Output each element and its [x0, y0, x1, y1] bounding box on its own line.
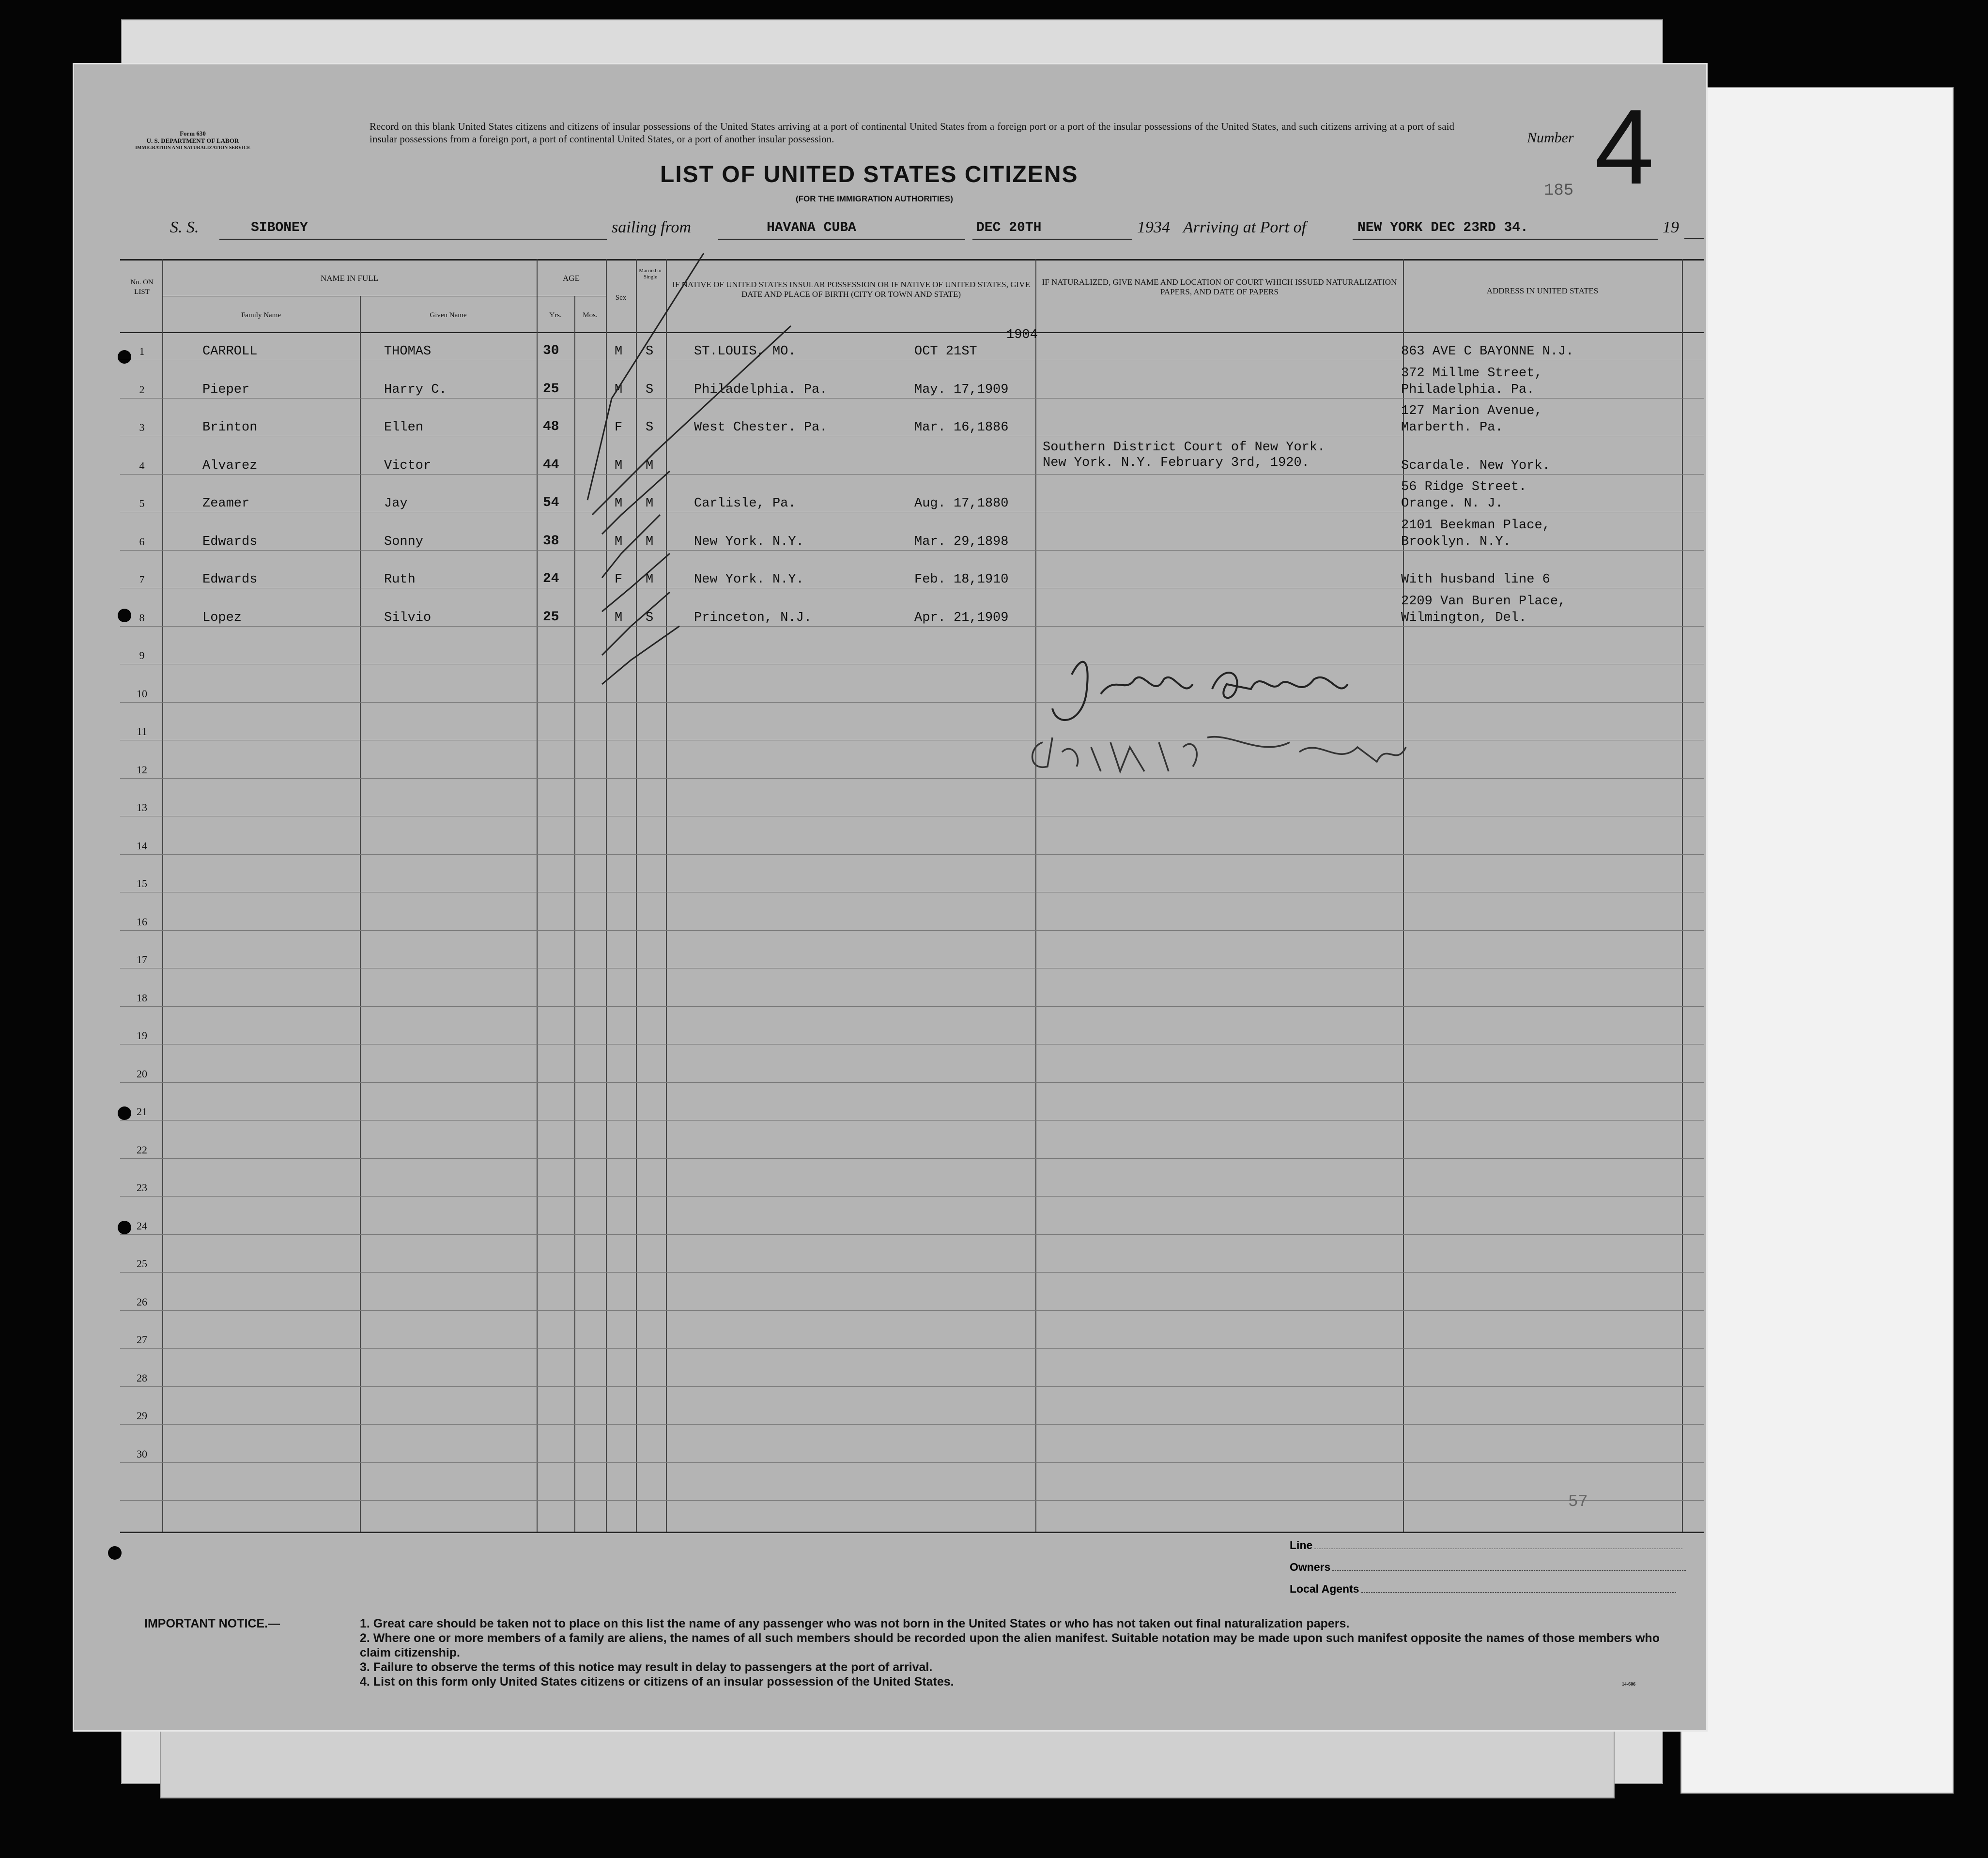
number-value: 4 [1595, 87, 1654, 206]
row-rule [120, 626, 1704, 627]
notice-item: 2. Where one or more members of a family are aliens, the names of all such members should be recorded upon the alien manifest. Suitable notation may be made upon such manifest opposite the names of those members who claim citizenship. [360, 1631, 1660, 1659]
row-number: 7 [139, 573, 145, 585]
table-header-bottom-rule [120, 332, 1704, 333]
page-subtitle: (FOR THE IMMIGRATION AUTHORITIES) [796, 194, 953, 203]
page-title: LIST OF UNITED STATES CITIZENS [660, 162, 1079, 187]
row-rule [120, 1082, 1704, 1083]
marital-status: S [646, 382, 654, 397]
row-number: 3 [139, 421, 145, 433]
marital-status: M [646, 458, 654, 473]
given-name: Victor [384, 458, 432, 473]
departure-port: HAVANA CUBA [767, 220, 856, 235]
footer-agents-field [1290, 1582, 1706, 1596]
stamp-number: 185 [1544, 182, 1574, 200]
row-rule [120, 1424, 1704, 1425]
address-line-2: Brooklyn. N.Y. [1401, 534, 1511, 549]
address-line-1: 127 Marion Avenue, [1401, 404, 1542, 418]
address-line-2: 863 AVE C BAYONNE N.J. [1401, 344, 1574, 359]
number-label: Number [1527, 130, 1574, 146]
col-divider-given [537, 259, 538, 1532]
row-rule [120, 1158, 1704, 1159]
row-rule [120, 1310, 1704, 1311]
sex: M [615, 382, 623, 397]
row-number: 8 [139, 611, 145, 624]
row-rule [120, 1120, 1704, 1121]
row-number: 13 [137, 801, 147, 814]
form-service: IMMIGRATION AND NATURALIZATION SERVICE [135, 145, 250, 151]
col-divider-naturalized [1403, 259, 1404, 1532]
court-line-1: Southern District Court of New York. [1043, 440, 1325, 455]
marital-status: M [646, 496, 654, 511]
important-notices [360, 1616, 1682, 1689]
header-mos: Mos. [583, 311, 598, 319]
col-divider-no [162, 259, 163, 1532]
form-number: Form 630 [180, 130, 206, 137]
footer-code: 14-606 [1621, 1682, 1636, 1687]
header-address: ADDRESS IN UNITED STATES [1486, 286, 1599, 295]
row-number: 14 [137, 839, 147, 852]
birth-place: West Chester. Pa. [694, 420, 828, 435]
marital-status: S [646, 420, 654, 435]
row-rule [120, 1386, 1704, 1387]
row-rule [120, 550, 1704, 551]
row-number: 17 [137, 953, 147, 966]
footer-owners-field [1290, 1561, 1696, 1574]
departure-date: DEC 20TH [976, 220, 1042, 235]
age-years: 30 [543, 343, 559, 358]
sex: M [615, 458, 623, 473]
punch-hole [108, 1546, 122, 1560]
birth-place: ST.LOUIS, MO. [694, 344, 796, 359]
row-rule [120, 474, 1704, 475]
header-family-name: Family Name [241, 311, 281, 319]
age-years: 24 [543, 571, 559, 586]
family-name: Edwards [202, 572, 258, 587]
ship-name: SIBONEY [251, 220, 308, 235]
given-name: THOMAS [384, 344, 432, 359]
address-line-2: Philadelphia. Pa. [1401, 382, 1535, 397]
marital-status: M [646, 572, 654, 587]
row-rule [120, 1348, 1704, 1349]
given-name: Ellen [384, 420, 424, 435]
given-name: Sonny [384, 534, 424, 549]
page-stamp: 57 [1568, 1493, 1588, 1511]
row-number: 15 [137, 877, 147, 890]
address-line-1: 56 Ridge Street. [1401, 480, 1527, 494]
col-divider-family [360, 296, 361, 1532]
address-line-2: Orange. N. J. [1401, 496, 1503, 511]
header-naturalized: IF NATURALIZED, GIVE NAME AND LOCATION OF COURT WHICH ISSUED NATURALIZATION PAPERS, AND DATE OF PAPERS [1042, 277, 1397, 296]
birth-date: May. 17,1909 [914, 382, 1009, 397]
birth-year: 1904 [1006, 328, 1038, 342]
sex: F [615, 572, 623, 587]
row-number: 30 [137, 1447, 147, 1460]
ss-label: S. S. [170, 218, 199, 236]
age-years: 25 [543, 381, 559, 397]
row-number: 19 [137, 1029, 147, 1042]
family-name: Pieper [202, 382, 250, 397]
ship-field [219, 218, 607, 240]
header-sex: Sex [615, 294, 627, 302]
family-name: Zeamer [202, 496, 250, 511]
row-rule [120, 398, 1704, 399]
year-suffix: 19 [1663, 218, 1679, 236]
marital-status: M [646, 534, 654, 549]
row-number: 9 [139, 649, 145, 661]
row-rule [120, 1272, 1704, 1273]
header-name-in-full: NAME IN FULL [321, 274, 378, 283]
court-line-2: New York. N.Y. February 3rd, 1920. [1043, 455, 1310, 470]
address-line-2: Wilmington, Del. [1401, 610, 1527, 625]
footer-agents-label: Local Agents [1290, 1582, 1359, 1595]
footer-line-field [1290, 1539, 1696, 1552]
marital-status: S [646, 344, 654, 359]
birth-date: OCT 21ST [914, 344, 977, 359]
age-years: 44 [543, 457, 559, 473]
row-number: 24 [137, 1219, 147, 1232]
row-number: 16 [137, 915, 147, 928]
row-number: 11 [137, 725, 147, 737]
row-number: 1 [139, 345, 145, 357]
col-divider-native [1035, 259, 1036, 1532]
row-rule [120, 1006, 1704, 1007]
sailing-from-label: sailing from [612, 218, 692, 236]
row-rule [120, 1462, 1704, 1463]
address-line-1: 372 Millme Street, [1401, 366, 1542, 381]
given-name: Silvio [384, 610, 432, 625]
family-name: Lopez [202, 610, 242, 625]
header-no: No. ON LIST [130, 278, 154, 296]
family-name: Brinton [202, 420, 258, 435]
birth-place: Princeton, N.J. [694, 610, 812, 625]
header-given-name: Given Name [430, 311, 467, 319]
departure-year: 1934 [1137, 218, 1170, 236]
row-number: 6 [139, 535, 145, 548]
birth-date: Mar. 16,1886 [914, 420, 1009, 435]
marital-status: S [646, 610, 654, 625]
header-native: IF NATIVE OF UNITED STATES INSULAR POSSESSION OR IF NATIVE OF UNITED STATES, GIVE DATE AND PLACE OF BIRTH (CITY OR TOWN AND STATE) [672, 280, 1030, 299]
notice-item: 4. List on this form only United States citizens or citizens of an insular possession of the United States. [360, 1675, 954, 1689]
departure-date-field [972, 218, 1132, 240]
birth-place: Carlisle, Pa. [694, 496, 796, 511]
citizen-list-form [73, 63, 1708, 1732]
table-bottom-rule [120, 1532, 1704, 1533]
arrival-port: NEW YORK DEC 23RD 34. [1357, 220, 1528, 235]
given-name: Jay [384, 496, 408, 511]
birth-place: New York. N.Y. [694, 572, 804, 587]
signature-text: J Mc Oldney [999, 626, 1002, 627]
row-rule [120, 778, 1704, 779]
row-number: 28 [137, 1371, 147, 1384]
row-rule [120, 930, 1704, 931]
address-line-2: Marberth. Pa. [1401, 420, 1503, 435]
row-number: 21 [137, 1106, 147, 1118]
important-notice-title: IMPORTANT NOTICE.— [144, 1617, 280, 1630]
address-line-1: 2101 Beekman Place, [1401, 518, 1550, 533]
background-sheet-bottom [160, 1724, 1615, 1798]
row-number: 18 [137, 991, 147, 1004]
notice-item: 1. Great care should be taken not to place on this list the name of any passenger who was not born in the United States or who has not taken out final naturalization papers. [360, 1617, 1350, 1630]
sex: M [615, 534, 623, 549]
form-department: U. S. DEPARTMENT OF LABOR [146, 137, 239, 144]
row-rule [120, 1500, 1704, 1501]
given-name: Harry C. [384, 382, 447, 397]
birth-date: Feb. 18,1910 [914, 572, 1009, 587]
row-number: 4 [139, 459, 145, 472]
form-id-block [110, 130, 275, 152]
sex: M [615, 610, 623, 625]
footer-line-label: Line [1290, 1539, 1313, 1551]
check-marks [573, 181, 863, 713]
age-years: 38 [543, 533, 559, 549]
row-rule [120, 854, 1704, 855]
sex: M [615, 496, 623, 511]
row-number: 27 [137, 1334, 147, 1346]
birth-date: Mar. 29,1898 [914, 534, 1009, 549]
birth-place: New York. N.Y. [694, 534, 804, 549]
row-number: 10 [137, 687, 147, 700]
row-number: 5 [139, 497, 145, 509]
arrival-port-field [1353, 218, 1658, 240]
birth-place: Philadelphia. Pa. [694, 382, 828, 397]
address-line-2: With husband line 6 [1401, 572, 1550, 587]
row-number: 12 [137, 763, 147, 776]
header-yrs: Yrs. [549, 311, 562, 319]
age-years: 48 [543, 419, 559, 434]
age-years: 54 [543, 495, 559, 510]
header-married-single: Married or Single [639, 268, 662, 280]
row-number: 26 [137, 1295, 147, 1308]
background-sheet-right [1680, 87, 1954, 1794]
row-rule [120, 702, 1704, 703]
notice-item: 3. Failure to observe the terms of this notice may result in delay to passengers at the port of arrival. [360, 1660, 933, 1674]
row-rule [120, 1234, 1704, 1235]
age-years: 25 [543, 609, 559, 625]
address-line-1: 2209 Van Buren Place, [1401, 594, 1566, 609]
birth-date: Aug. 17,1880 [914, 496, 1009, 511]
year-suffix-line [1684, 238, 1704, 239]
birth-date: Apr. 21,1909 [914, 610, 1009, 625]
table-top-rule [120, 259, 1704, 261]
row-number: 29 [137, 1410, 147, 1422]
family-name: CARROLL [202, 344, 258, 359]
footer-owners-label: Owners [1290, 1561, 1331, 1573]
col-divider-address [1682, 259, 1683, 1532]
header-age: AGE [563, 274, 580, 283]
row-number: 20 [137, 1067, 147, 1080]
arriving-label: Arriving at Port of [1183, 218, 1307, 236]
preamble-text: Record on this blank United States citizens and citizens of insular possessions of the United States arriving at a port of continental United States from a foreign port or a port of the insular possessions of the United States, and such citizens arriving at a port of said insular possessions from a foreign port, a port of continental United States, or a port of another insular possession. [370, 121, 1454, 145]
family-name: Alvarez [202, 458, 258, 473]
row-number: 2 [139, 383, 145, 396]
handwritten-signature [999, 626, 1464, 829]
row-rule [120, 1196, 1704, 1197]
row-number: 22 [137, 1143, 147, 1156]
sex: F [615, 420, 623, 435]
address-line-2: Scardale. New York. [1401, 458, 1550, 473]
family-name: Edwards [202, 534, 258, 549]
row-number: 25 [137, 1258, 147, 1270]
sex: M [615, 344, 623, 359]
given-name: Ruth [384, 572, 416, 587]
row-number: 23 [137, 1182, 147, 1194]
